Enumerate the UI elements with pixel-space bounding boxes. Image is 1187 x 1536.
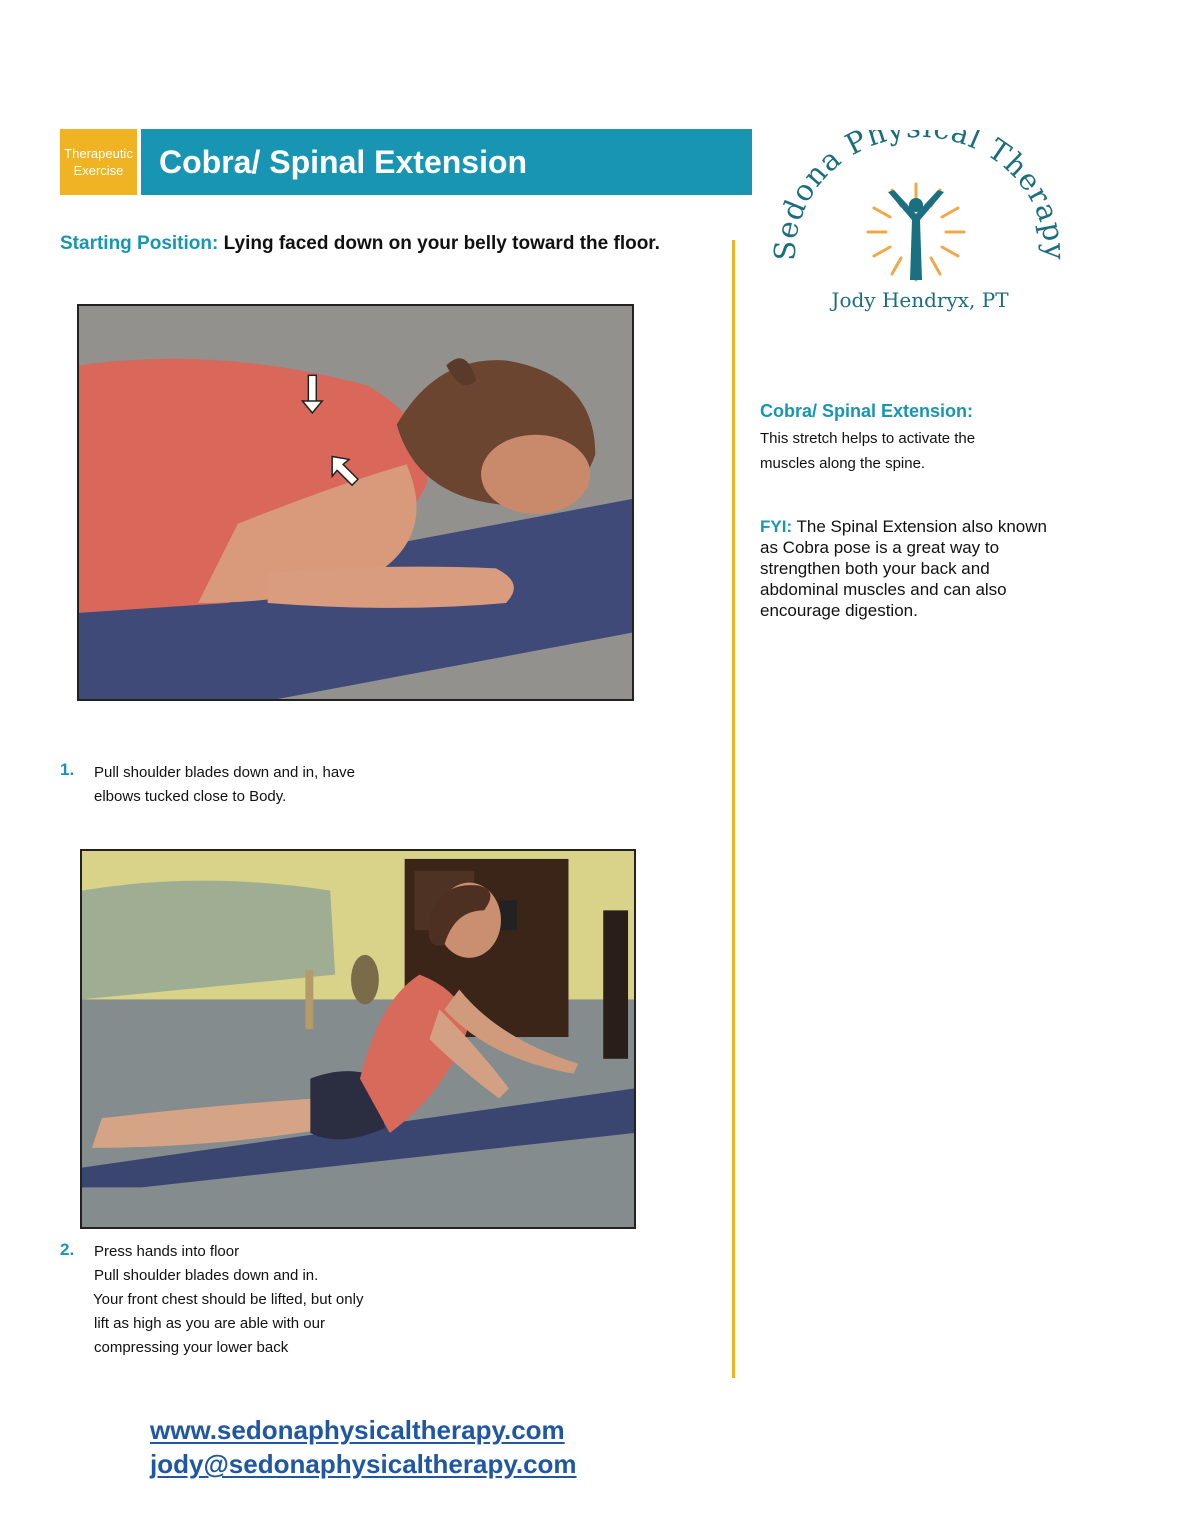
fyi-label: FYI: — [760, 517, 793, 536]
starting-position-label: Starting Position: — [60, 233, 219, 254]
sunburst-figure-icon — [868, 184, 964, 280]
tag-line-2: Exercise — [73, 163, 124, 178]
cobra-pose-photo — [80, 849, 636, 1229]
step-1-number: 1. — [60, 760, 75, 779]
step-2-line-5: compressing your lower back — [94, 1339, 289, 1356]
website-link[interactable]: www.sedonaphysicaltherapy.com — [150, 1415, 565, 1445]
fyi-text: The Spinal Extension also known as Cobra pose is a great way to strengthen both your back and abdominal muscles and can also encourage digestion. — [760, 517, 1047, 620]
starting-position-photo — [77, 304, 634, 701]
sidebar-description — [760, 426, 1020, 476]
sidebar-heading: Cobra/ Spinal Extension: — [760, 401, 974, 421]
logo-arc-text: Sedona Ph al Therapy — [770, 130, 1070, 262]
column-divider — [732, 240, 735, 1378]
step-2-text — [94, 1240, 424, 1360]
logo-name: Jody Hendryx, PT — [831, 288, 1009, 312]
sidebar-description-line-2: muscles along the spine. — [760, 455, 926, 472]
step-2-line-1: Press hands into floor — [94, 1243, 240, 1260]
footer-links — [150, 1413, 577, 1481]
step-2-line-4: lift as high as you are able with our — [94, 1315, 325, 1332]
email-link[interactable]: jody@sedonaphysicaltherapy.com — [150, 1449, 577, 1479]
step-1-text — [94, 761, 414, 809]
step-1-line-2: elbows tucked close to Body. — [94, 788, 287, 805]
exercise-tag — [60, 129, 137, 195]
step-2-number: 2. — [60, 1240, 75, 1259]
starting-position — [60, 233, 660, 255]
starting-position-text: Lying faced down on your belly toward the floor. — [223, 233, 660, 254]
step-1-line-1: Pull shoulder blades down and in, have — [94, 764, 356, 781]
tag-line-1: Therapeutic — [64, 146, 133, 161]
sidebar-description-line-1: This stretch helps to activate the — [760, 430, 976, 447]
step-2-line-2: Pull shoulder blades down and in. — [94, 1267, 319, 1284]
step-2-line-3: Your front chest should be lifted, but only — [93, 1291, 364, 1308]
fyi-note — [760, 516, 1050, 621]
page-title: Cobra/ Spinal Extension — [141, 129, 752, 195]
